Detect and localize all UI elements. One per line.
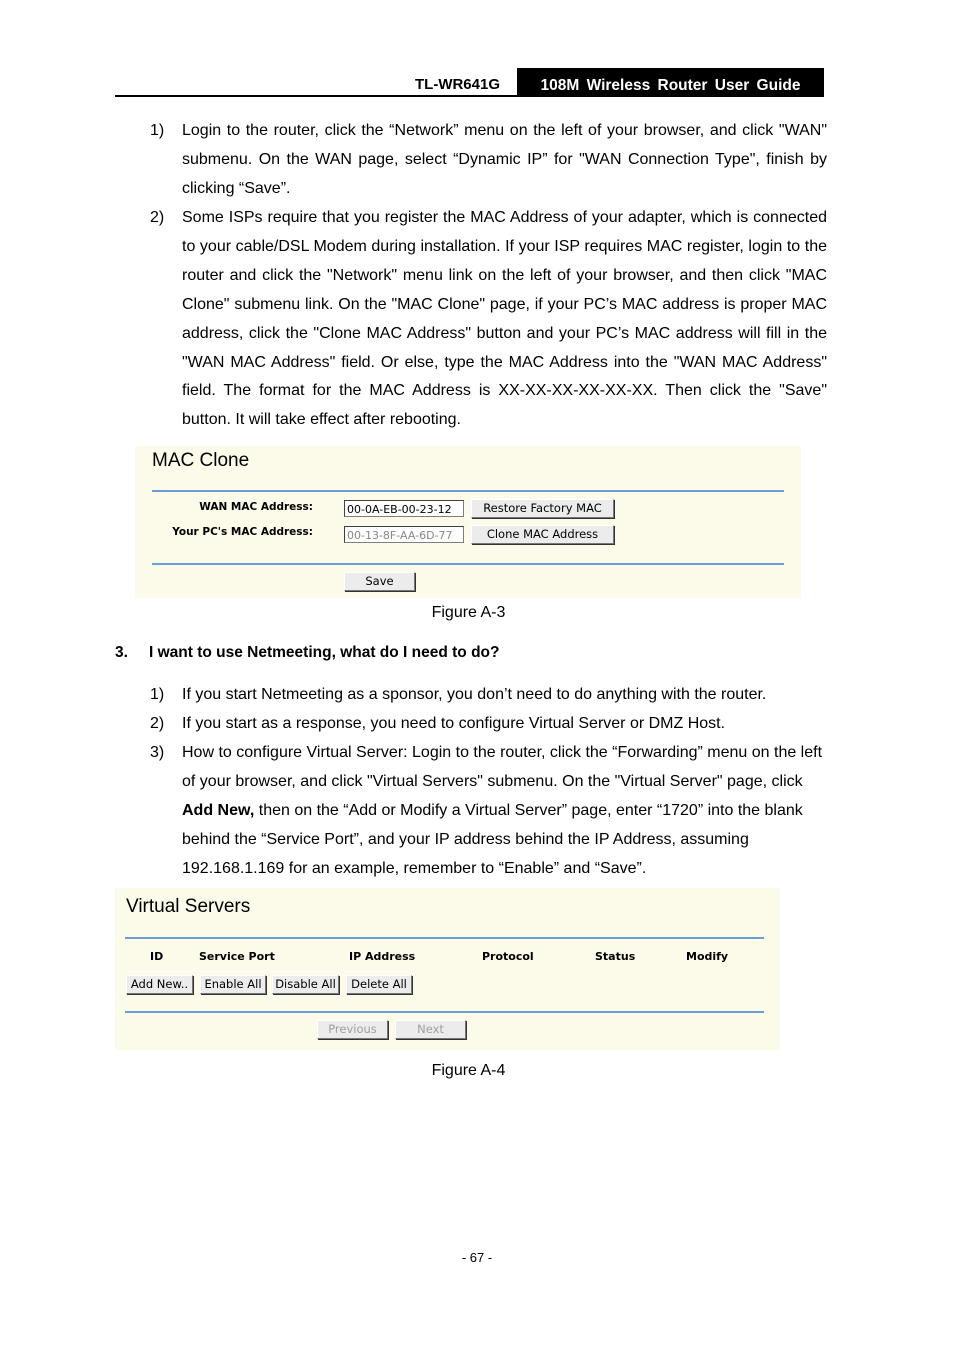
column-header-ip-address: IP Address (349, 950, 416, 963)
header-rule (115, 95, 824, 97)
list-item-text: Login to the router, click the “Network” menu on the left of your browser, and click "WAN" submenu. On the WAN page, select “Dynamic IP” for "WAN Connection Type", finish by clicking “Save”. (182, 122, 827, 197)
clone-mac-address-button[interactable]: Clone MAC Address (471, 525, 614, 544)
question-text: I want to use Netmeeting, what do I need to do? (149, 644, 500, 661)
figure-caption: Figure A-3 (431, 604, 506, 621)
list-item-number: 2) (150, 715, 165, 732)
list-item-text: Some ISPs require that you register the MAC Address of your adapter, which is connected to your cable/DSL Modem during installation. If your ISP requires MAC register, login to the router and click the "Network" menu link on the left of your browser, and then click "MAC Clone" submenu link. On the "MAC Clone" page, if your PC’s MAC address is proper MAC address, click the "Clone MAC Address" button and your PC’s MAC address will fill in the "WAN MAC Address" field. Or else, type the MAC Address into the "WAN MAC Address" field. The format for the MAC Address is XX-XX-XX-XX-XX-XX. Then click the "Save" button. It will take effect after rebooting. (182, 209, 827, 429)
question-heading (115, 644, 499, 662)
list-item-text: If you start Netmeeting as a sponsor, you don’t need to do anything with the router. (182, 686, 767, 703)
wan-mac-input[interactable]: 00-0A-EB-00-23-12 (344, 500, 464, 517)
column-header-service-port: Service Port (199, 950, 275, 963)
mac-clone-title: MAC Clone (152, 450, 250, 471)
virtual-servers-title: Virtual Servers (126, 896, 251, 917)
document-guide-title: 108M Wireless Router User Guide (517, 68, 824, 97)
next-button[interactable]: Next (395, 1020, 466, 1039)
pc-mac-label: Your PC's MAC Address: (172, 526, 313, 538)
mac-clone-top-rule (152, 490, 784, 492)
add-new-button[interactable]: Add New.. (126, 975, 193, 994)
virtual-servers-top-rule (125, 937, 764, 939)
list-item-text-part: then on the “Add or Modify a Virtual Server” page, enter “1720” into the blank behind the “Service Port”, and your IP address behind the IP Address, assuming 192.168.1.169 for an example, remember to “Enable” and “Save”. (182, 801, 803, 877)
wan-mac-label: WAN MAC Address: (199, 501, 313, 513)
list-item-text (182, 739, 827, 884)
page-number: - 67 - (461, 1250, 493, 1265)
list-item-bold-text: Add New, (182, 801, 255, 819)
virtual-servers-bottom-rule (125, 1011, 764, 1013)
column-header-modify: Modify (686, 950, 729, 963)
enable-all-button[interactable]: Enable All (200, 975, 266, 994)
column-header-protocol: Protocol (482, 950, 534, 963)
document-model: TL-WR641G (415, 76, 501, 93)
list-item-text-part: How to configure Virtual Server: Login to the router, click the “Forwarding” menu on the left of your browser, and click "Virtual Servers" submenu. On the "Virtual Server" page, click (182, 744, 823, 790)
save-button[interactable]: Save (344, 572, 415, 591)
question-number: 3. (115, 644, 128, 661)
mac-clone-bottom-rule (152, 563, 784, 565)
list-item-number: 1) (150, 122, 165, 139)
list-item-number: 1) (150, 686, 165, 703)
list-item-text: If you start as a response, you need to configure Virtual Server or DMZ Host. (182, 715, 726, 732)
disable-all-button[interactable]: Disable All (272, 975, 339, 994)
restore-factory-mac-button[interactable]: Restore Factory MAC (471, 499, 614, 518)
column-header-status: Status (595, 950, 636, 963)
list-item-number: 3) (150, 744, 165, 761)
previous-button[interactable]: Previous (317, 1020, 388, 1039)
delete-all-button[interactable]: Delete All (346, 975, 412, 994)
list-item-number: 2) (150, 209, 165, 226)
column-header-id: ID (150, 950, 164, 963)
figure-caption: Figure A-4 (431, 1062, 506, 1079)
pc-mac-field: 00-13-8F-AA-6D-77 (344, 526, 464, 543)
